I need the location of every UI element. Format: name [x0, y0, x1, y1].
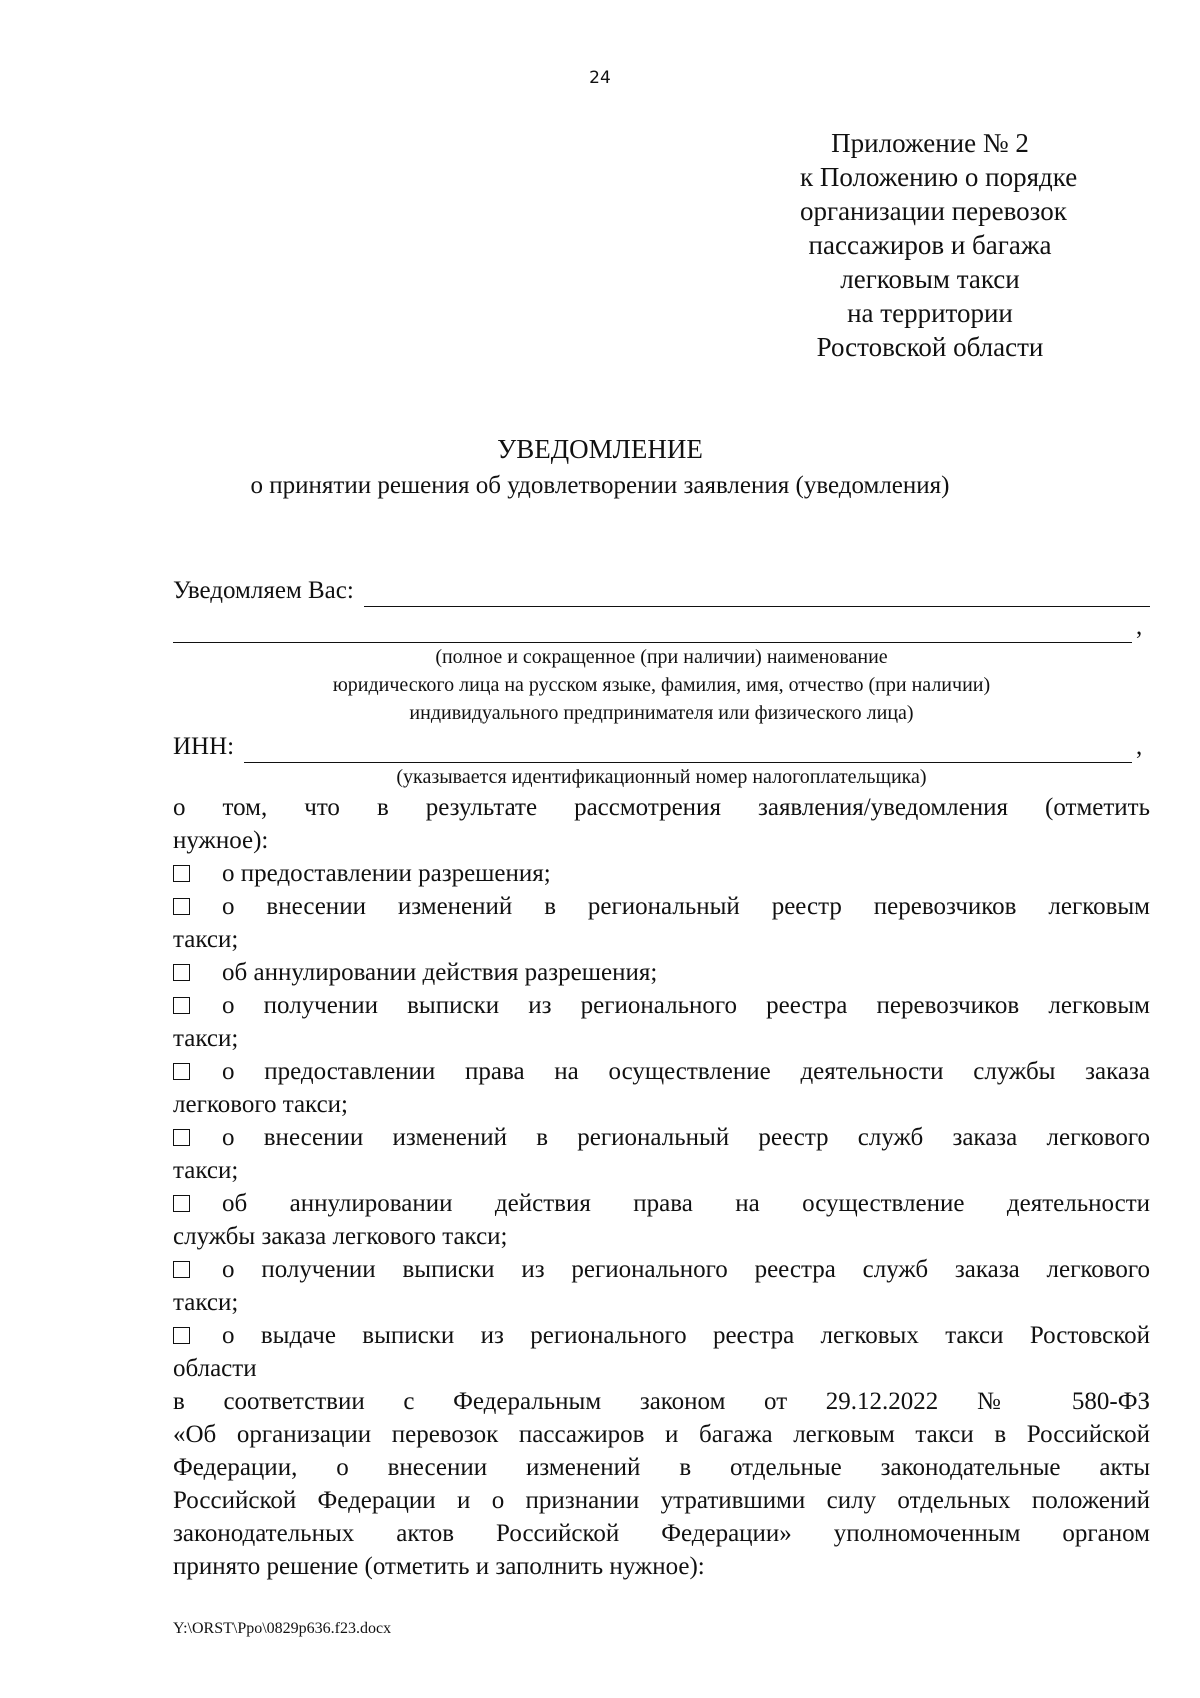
- option-label-cont: такси;: [173, 1157, 239, 1184]
- option-label-cont: области: [173, 1355, 257, 1382]
- option-label: об аннулировании действия разрешения;: [222, 959, 658, 986]
- option-label: о выдаче выписки из регионального реестра легковых такси Ростовской: [222, 1322, 1150, 1349]
- comma: ,: [1136, 733, 1143, 760]
- law-text: в соответствии с Федеральным законом от 29.12.2022 № 580-ФЗ: [173, 1388, 1150, 1415]
- option-label: об аннулировании действия права на осуществление деятельности: [222, 1190, 1150, 1217]
- notify-hint: индивидуального предпринимателя или физического лица): [409, 702, 914, 724]
- option-row: [173, 1319, 1150, 1352]
- page-number: 24: [589, 68, 611, 88]
- option-label-cont: такси;: [173, 1289, 239, 1316]
- option-label-cont: такси;: [173, 926, 239, 953]
- inn-label: ИНН:: [173, 733, 235, 760]
- option-label: о предоставлении права на осуществление деятельности службы заказа: [222, 1058, 1150, 1085]
- law-text: Российской Федерации и о признании утратившими силу отдельных положений: [173, 1487, 1150, 1514]
- option-label: о получении выписки из регионального реестра служб заказа легкового: [222, 1256, 1150, 1283]
- appendix-line: легковым такси: [840, 264, 1020, 294]
- notify-label: Уведомляем Вас:: [173, 577, 354, 604]
- notify-field-row: [173, 571, 1150, 607]
- intro-text: нужное):: [173, 827, 269, 854]
- option-label: о предоставлении разрешения;: [222, 860, 551, 887]
- option-row: [173, 1187, 1150, 1220]
- notify-hint: (полное и сокращенное (при наличии) наименование: [435, 646, 888, 668]
- checkbox[interactable]: [173, 1261, 190, 1278]
- option-row: [173, 857, 1150, 890]
- file-path-footer: Y:\ORST\Ppo\0829p636.f23.docx: [173, 1620, 392, 1637]
- comma: ,: [1136, 613, 1143, 640]
- checkbox[interactable]: [173, 898, 190, 915]
- checkbox[interactable]: [173, 1327, 190, 1344]
- law-text: Федерации, о внесении изменений в отдельные законодательные акты: [173, 1454, 1150, 1481]
- option-row: [173, 989, 1150, 1022]
- option-label-cont: такси;: [173, 1025, 239, 1052]
- intro-text: о том, что в результате рассмотрения заявления/уведомления (отметить: [173, 794, 1150, 821]
- option-row: [173, 890, 1150, 923]
- appendix-line: к Положению о порядке: [800, 162, 1078, 192]
- option-label: о получении выписки из регионального реестра перевозчиков легковым: [222, 992, 1150, 1019]
- option-label-cont: службы заказа легкового такси;: [173, 1223, 508, 1250]
- appendix-line: Приложение № 2: [831, 128, 1029, 158]
- option-label: о внесении изменений в региональный реестр перевозчиков легковым: [222, 893, 1150, 920]
- option-row: [173, 1121, 1150, 1154]
- option-label: о внесении изменений в региональный реестр служб заказа легкового: [222, 1124, 1150, 1151]
- option-row: [173, 1253, 1150, 1286]
- option-row: [173, 956, 1150, 989]
- notify-input-line[interactable]: [364, 578, 1150, 607]
- law-text: принято решение (отметить и заполнить нужное):: [173, 1553, 705, 1580]
- inn-input-line[interactable]: [244, 734, 1132, 763]
- option-label-cont: легкового такси;: [173, 1091, 348, 1118]
- checkbox[interactable]: [173, 865, 190, 882]
- inn-field-row: [173, 727, 1150, 763]
- option-row: [173, 1055, 1150, 1088]
- notify-input-line-2[interactable]: [173, 614, 1132, 643]
- checkbox[interactable]: [173, 997, 190, 1014]
- appendix-line: пассажиров и багажа: [808, 230, 1052, 260]
- notify-field-row-2: [173, 607, 1150, 643]
- document-body: [173, 571, 1150, 1583]
- appendix-line: организации перевозок: [800, 196, 1067, 226]
- checkbox[interactable]: [173, 1129, 190, 1146]
- checkbox[interactable]: [173, 1063, 190, 1080]
- checkbox[interactable]: [173, 1195, 190, 1212]
- document-subtitle: о принятии решения об удовлетворении заявления (уведомления): [250, 472, 950, 499]
- document-title: УВЕДОМЛЕНИЕ: [497, 434, 703, 464]
- notify-hint: юридического лица на русском языке, фамилия, имя, отчество (при наличии): [332, 674, 991, 696]
- checkbox[interactable]: [173, 964, 190, 981]
- appendix-header: [800, 126, 1078, 364]
- law-text: законодательных актов Российской Федерации» уполномоченным органом: [173, 1520, 1150, 1547]
- inn-hint: (указывается идентификационный номер налогоплательщика): [396, 766, 927, 788]
- law-text: «Об организации перевозок пассажиров и багажа легковым такси в Российской: [173, 1421, 1150, 1448]
- appendix-line: на территории: [847, 298, 1013, 328]
- appendix-line: Ростовской области: [816, 332, 1044, 362]
